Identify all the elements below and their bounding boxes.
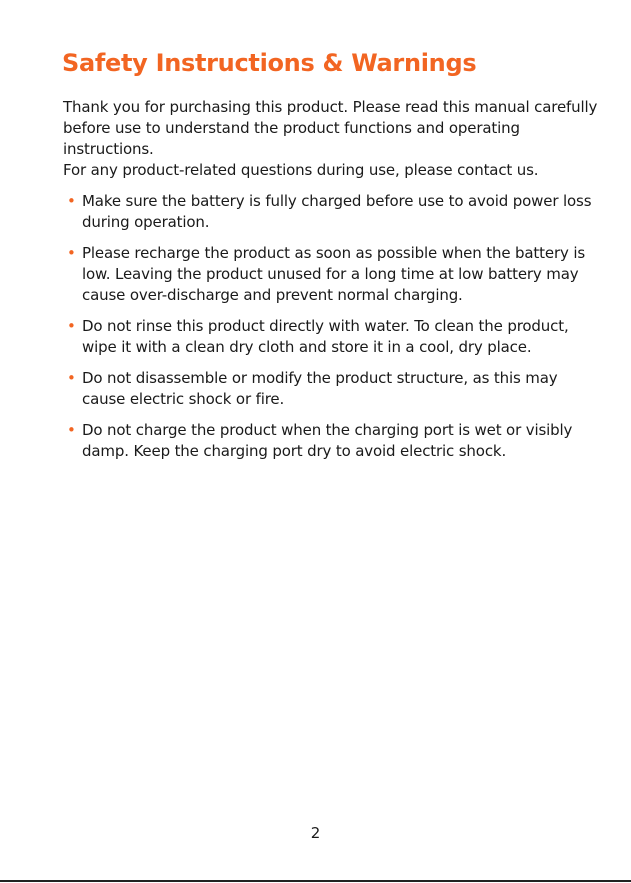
bullet-icon: • — [67, 317, 76, 335]
list-item-text: Do not charge the product when the charging port is wet or visibly damp. Keep the charging port dry to avoid electric shock. — [82, 421, 573, 460]
list-item — [63, 191, 603, 233]
bullet-icon: • — [67, 244, 76, 262]
list-item — [63, 368, 603, 410]
intro-paragraph: Thank you for purchasing this product. Please read this manual carefully before use to understand the product functions and operating instructions. — [63, 98, 598, 158]
list-item-text: Make sure the battery is fully charged before use to avoid power loss during operation. — [82, 192, 592, 231]
bullet-icon: • — [67, 192, 76, 210]
list-item-text: Do not rinse this product directly with water. To clean the product, wipe it with a clean dry cloth and store it in a cool, dry place. — [82, 317, 569, 356]
page-number: 2 — [310, 824, 321, 842]
bullet-icon: • — [67, 421, 76, 439]
intro-paragraph: For any product-related questions during use, please contact us. — [63, 161, 539, 179]
intro-text — [63, 97, 603, 181]
list-item — [63, 243, 603, 306]
list-item-text: Do not disassemble or modify the product structure, as this may cause electric shock or fire. — [82, 369, 558, 408]
list-item-text: Please recharge the product as soon as possible when the battery is low. Leaving the product unused for a long time at low battery may cause over-discharge and prevent normal charging. — [82, 244, 586, 304]
bottom-divider — [0, 880, 631, 882]
list-item — [63, 420, 603, 462]
page-title: Safety Instructions & Warnings — [62, 49, 477, 77]
bullet-icon: • — [67, 369, 76, 387]
safety-list — [63, 191, 603, 472]
list-item — [63, 316, 603, 358]
